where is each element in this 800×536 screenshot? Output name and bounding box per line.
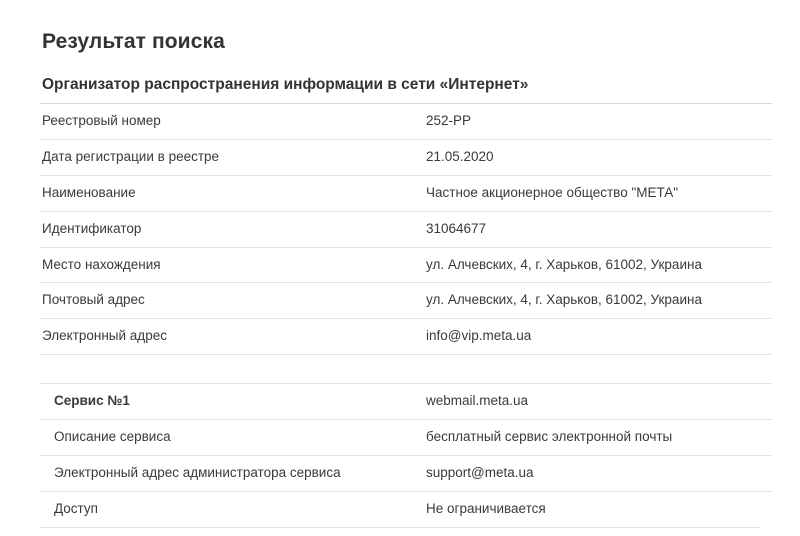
row-label: Место нахождения bbox=[40, 247, 424, 283]
table-row bbox=[40, 420, 772, 456]
table-bottom-border bbox=[40, 527, 760, 528]
row-label: Доступ bbox=[40, 491, 424, 526]
row-label: Описание сервиса bbox=[40, 420, 424, 456]
row-label: Электронный адрес администратора сервиса bbox=[40, 455, 424, 491]
page-title: Результат поиска bbox=[42, 30, 225, 53]
service-title: Сервис №1 bbox=[40, 384, 424, 420]
table-row bbox=[40, 247, 772, 283]
section-title: Организатор распространения информации в сети «Интернет» bbox=[42, 76, 529, 93]
table-row bbox=[40, 139, 772, 175]
row-value: Частное акционерное общество "МЕТА" bbox=[424, 175, 772, 211]
divider-cell-right bbox=[424, 355, 772, 384]
row-label: Почтовый адрес bbox=[40, 283, 424, 319]
table-row bbox=[40, 455, 772, 491]
section-divider bbox=[40, 355, 772, 384]
table-body bbox=[40, 104, 772, 527]
table-row bbox=[40, 283, 772, 319]
row-label: Идентификатор bbox=[40, 211, 424, 247]
row-label: Наименование bbox=[40, 175, 424, 211]
row-value: Не ограничивается bbox=[424, 491, 772, 526]
table-row bbox=[40, 491, 772, 526]
row-value: support@meta.ua bbox=[424, 455, 772, 491]
table-row bbox=[40, 319, 772, 355]
row-value: 31064677 bbox=[424, 211, 772, 247]
row-value: бесплатный сервис электронной почты bbox=[424, 420, 772, 456]
row-value: ул. Алчевских, 4, г. Харьков, 61002, Украина bbox=[424, 247, 772, 283]
row-label: Дата регистрации в реестре bbox=[40, 139, 424, 175]
row-value: info@vip.meta.ua bbox=[424, 319, 772, 355]
table-row bbox=[40, 104, 772, 140]
row-label: Электронный адрес bbox=[40, 319, 424, 355]
row-value: ул. Алчевских, 4, г. Харьков, 61002, Украина bbox=[424, 283, 772, 319]
row-value: 21.05.2020 bbox=[424, 139, 772, 175]
service-domain: webmail.meta.ua bbox=[424, 384, 772, 420]
table-row bbox=[40, 211, 772, 247]
table-row bbox=[40, 175, 772, 211]
row-value: 252-РР bbox=[424, 104, 772, 140]
organizer-details-table bbox=[40, 103, 772, 527]
row-label: Реестровый номер bbox=[40, 104, 424, 140]
service-header-row bbox=[40, 384, 772, 420]
divider-cell-left bbox=[40, 355, 424, 384]
